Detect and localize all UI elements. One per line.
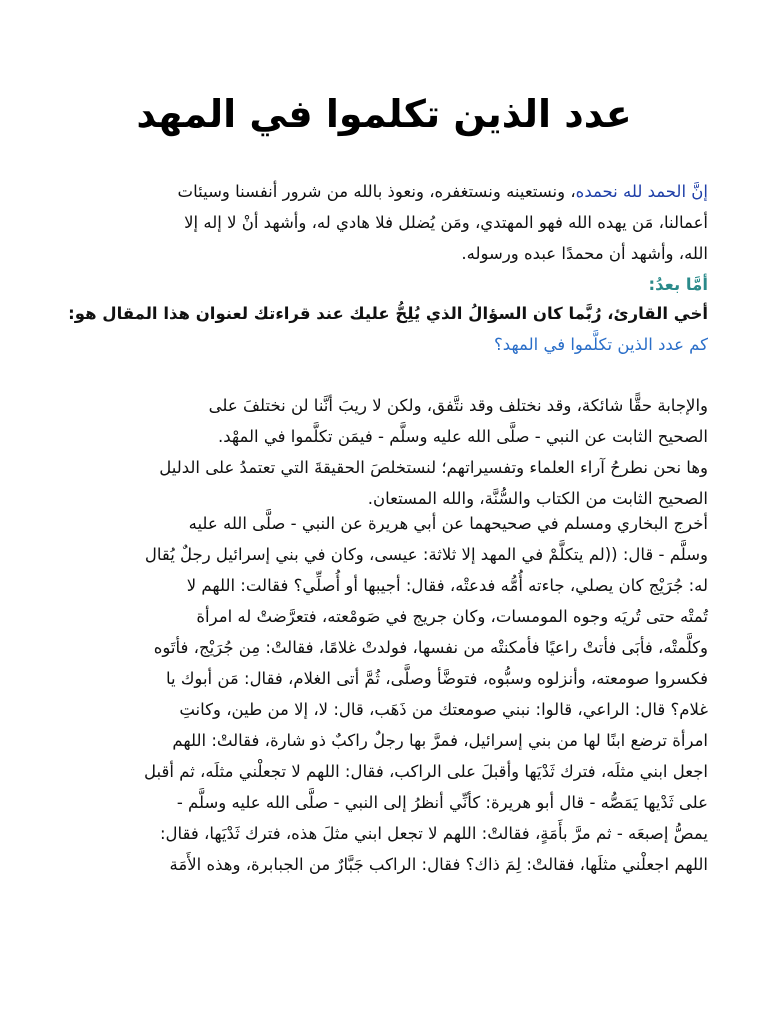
answer-line: وها نحن نطرحُ آراء العلماء وتفسيراتهم؛ لنستخلصَ الحقيقةَ التي تعتمدُ على الدليل [159,458,708,477]
hadith-line: وسلَّم - قال: ((لم يتكلَّمْ في المهد إلا ثلاثة: عيسى، وكان في بني إسرائيل رجلٌ يُقال [144,545,708,564]
intro-text: ، ونستعينه ونستغفره، ونعوذ بالله من شرور أنفسنا وسيئات [177,182,576,201]
hadith-paragraph [68,508,708,880]
hadith-line: اللهم اجعلْني مثلَها، فقالتْ: لِمَ ذاك؟ فقال: الراكب جَبَّارٌ من الجبابرة، وهذه الأَمَة [169,855,708,874]
hadith-line: اجعل ابني مثلَه، فترك ثَدْيَها وأقبلَ على الراكب، فقال: اللهم لا تجعلْني مثلَه، ثم أقبل [144,762,708,781]
hadith-line: امرأة ترضع ابنًا لها من بني إسرائيل، فمرَّ بها رجلٌ راكبٌ ذو شارة، فقالتْ: اللهم [172,731,708,750]
question-intro: أخي القارئ، رُبَّما كان السؤالُ الذي يُلِحُّ عليك عند قراءتك لعنوان هذا المقال هو: [68,304,708,323]
answer-line: الصحيح الثابت من الكتاب والسُّنَّة، والله المستعان. [367,489,708,508]
answer-line: الصحيح الثابت عن النبي - صلَّى الله عليه وسلَّم - فيمَن تكلَّموا في المهْد. [217,427,708,446]
answer-line: والإجابة حقًّا شائكة، وقد نختلف وقد نتَّفق، ولكن لا ريبَ أنَّنا لن نختلفَ على [208,396,708,415]
hadith-line: يمصُّ إصبعَه - ثم مرَّ بأَمَةٍ، فقالتْ: اللهم لا تجعل ابني مثلَ هذه، فترك ثَدْيَها، فقال: [159,824,708,843]
intro-line [68,176,708,207]
question-text: كم عدد الذين تكلَّموا في المهد؟ [494,335,708,354]
intro-paragraph [68,176,708,269]
hadith-line: على ثَدْيها يَمَصُّه - قال أبو هريرة: كأنِّي أنظرُ إلى النبي - صلَّى الله عليه وسلَّم - [176,793,708,812]
intro-line: الله، وأشهد أن محمدًا عبده ورسوله. [461,244,708,263]
hadith-line: غلام؟ قال: الراعي، قالوا: نبني صومعتك من ذَهَب، قال: لا، إلا من طين، وكانتِ [179,700,708,719]
question-section [68,298,708,360]
page-title: عدد الذين تكلموا في المهد [136,92,632,136]
hadith-line: فكسروا صومعته، وأنزلوه وسبُّوه، فتوضَّأ وصلَّى، ثُمَّ أتى الغلام، فقال: مَن أبوك يا [165,669,708,688]
answer-paragraph [68,390,708,514]
amma-bad-heading [68,269,708,300]
praise-phrase: إنَّ الحمد لله نحمده [575,182,708,201]
hadith-line: تُمتْه حتى تُريَه وجوه المومسات، وكان جريج في صَومْعته، فتعرَّضتْ له امرأة [196,607,708,626]
hadith-line: أخرج البخاري ومسلم في صحيحهما عن أبي هريرة عن النبي - صلَّى الله عليه [188,514,708,533]
amma-bad: أمَّا بعدُ: [648,275,708,294]
hadith-line: وكلَّمتْه، فأبَى فأتتْ راعيًا فأمكنتْه من نفسها، فولدتْ غلامًا، فقالتْ: مِن جُرَيْج، فأتَوه [153,638,708,657]
hadith-line: له: جُرَيْج كان يصلي، جاءته أُمُّه فدعتْه، فقال: أجيبها أو أُصلِّي؟ فقالت: اللهم لا [186,576,708,595]
intro-line: أعمالنا، مَن يهده الله فهو المهتدي، ومَن يُضلل فلا هادي له، وأشهد أنْ لا إله إلا [184,213,708,232]
